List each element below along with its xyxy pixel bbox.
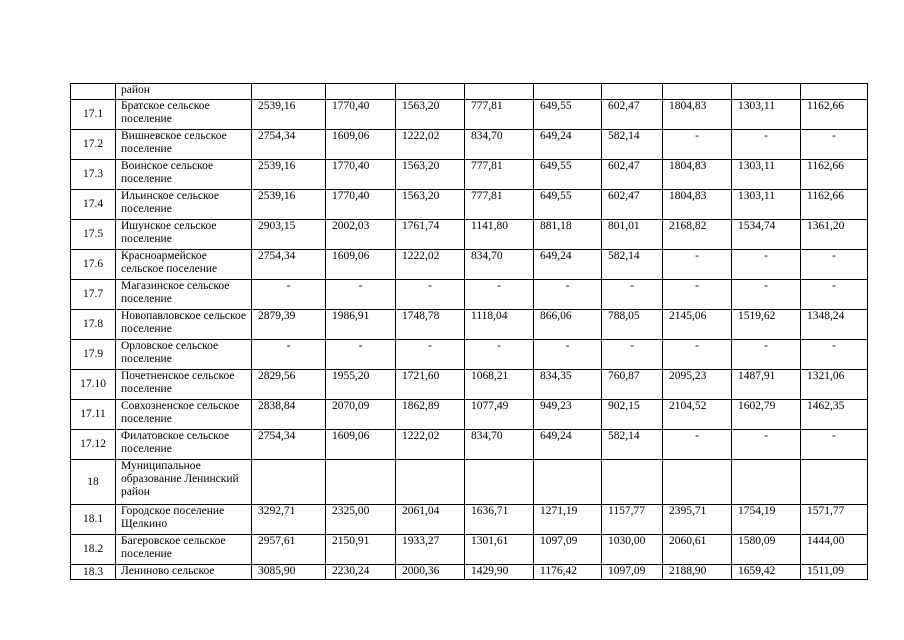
value-cell: - (732, 430, 801, 460)
value-cell: 1511,09 (801, 565, 868, 580)
value-cell: 1303,11 (732, 160, 801, 190)
value-cell: - (602, 280, 663, 310)
value-cell: 1462,35 (801, 400, 868, 430)
value-cell: 2061,04 (396, 505, 465, 535)
value-cell: 1933,27 (396, 535, 465, 565)
value-cell: 2230,24 (326, 565, 396, 580)
table-row (71, 130, 868, 160)
value-cell: 1721,60 (396, 370, 465, 400)
value-cell (801, 460, 868, 505)
value-cell (326, 460, 396, 505)
value-cell (534, 84, 602, 100)
value-cell: 649,55 (534, 190, 602, 220)
value-cell: 602,47 (602, 100, 663, 130)
row-number-cell: 18 (71, 460, 116, 505)
value-cell: 1444,00 (801, 535, 868, 565)
value-cell: 1222,02 (396, 430, 465, 460)
value-cell: 1602,79 (732, 400, 801, 430)
value-cell: 1804,83 (663, 100, 732, 130)
value-cell: 2829,56 (252, 370, 326, 400)
value-cell: 1222,02 (396, 130, 465, 160)
value-cell: 1609,06 (326, 250, 396, 280)
value-cell: 2150,91 (326, 535, 396, 565)
value-cell: 1348,24 (801, 310, 868, 340)
value-cell: 1162,66 (801, 100, 868, 130)
settlement-name-cell: Совхозненское сельское поселение (116, 400, 252, 430)
settlement-name-cell: Багеровское сельское поселение (116, 535, 252, 565)
row-number-cell: 17.7 (71, 280, 116, 310)
value-cell: - (252, 340, 326, 370)
value-cell: 1986,91 (326, 310, 396, 340)
value-cell: - (732, 250, 801, 280)
row-number-cell: 17.1 (71, 100, 116, 130)
value-cell (801, 84, 868, 100)
value-cell (326, 84, 396, 100)
row-number-cell: 17.6 (71, 250, 116, 280)
value-cell: 1176,42 (534, 565, 602, 580)
value-cell: 2539,16 (252, 100, 326, 130)
settlement-name-cell: Лениново сельское (116, 565, 252, 580)
value-cell: 1770,40 (326, 160, 396, 190)
value-cell: 2000,36 (396, 565, 465, 580)
value-cell: - (663, 430, 732, 460)
value-cell: 2145,06 (663, 310, 732, 340)
value-cell: 1534,74 (732, 220, 801, 250)
settlement-name-cell: район (116, 84, 252, 100)
value-cell: - (396, 340, 465, 370)
value-cell: 1303,11 (732, 190, 801, 220)
row-number-cell: 17.8 (71, 310, 116, 340)
value-cell: 1609,06 (326, 130, 396, 160)
row-number-cell: 17.9 (71, 340, 116, 370)
value-cell: 834,35 (534, 370, 602, 400)
value-cell: 1097,09 (602, 565, 663, 580)
settlement-name-cell: Ишунское сельское поселение (116, 220, 252, 250)
value-cell: 881,18 (534, 220, 602, 250)
settlement-name-cell: Красноармейское сельское поселение (116, 250, 252, 280)
settlement-name-cell: Новопавловское сельское поселение (116, 310, 252, 340)
value-cell: 649,24 (534, 250, 602, 280)
value-cell (602, 460, 663, 505)
value-cell: 2104,52 (663, 400, 732, 430)
value-cell: - (396, 280, 465, 310)
value-cell: 602,47 (602, 190, 663, 220)
value-cell: 1361,20 (801, 220, 868, 250)
value-cell: 949,23 (534, 400, 602, 430)
value-cell: - (801, 340, 868, 370)
table-row (71, 505, 868, 535)
settlement-name-cell: Орловское сельское поселение (116, 340, 252, 370)
value-cell: 2838,84 (252, 400, 326, 430)
value-cell: 1222,02 (396, 250, 465, 280)
value-cell: 801,01 (602, 220, 663, 250)
table-row (71, 84, 868, 100)
row-number-cell: 17.2 (71, 130, 116, 160)
value-cell (465, 460, 534, 505)
value-cell: 649,24 (534, 130, 602, 160)
settlement-name-cell: Почетненское сельское поселение (116, 370, 252, 400)
value-cell: - (801, 430, 868, 460)
value-cell (396, 460, 465, 505)
value-cell (396, 84, 465, 100)
value-cell (732, 460, 801, 505)
value-cell: - (801, 130, 868, 160)
value-cell: 2754,34 (252, 430, 326, 460)
value-cell: 2060,61 (663, 535, 732, 565)
table-row (71, 160, 868, 190)
value-cell (732, 84, 801, 100)
table-row (71, 220, 868, 250)
value-cell: - (663, 250, 732, 280)
value-cell: 1563,20 (396, 160, 465, 190)
value-cell (465, 84, 534, 100)
value-cell: - (801, 250, 868, 280)
value-cell: 1118,04 (465, 310, 534, 340)
value-cell: - (732, 340, 801, 370)
value-cell: 3292,71 (252, 505, 326, 535)
value-cell: - (252, 280, 326, 310)
table-row (71, 460, 868, 505)
row-number-cell: 18.3 (71, 565, 116, 580)
value-cell: - (663, 280, 732, 310)
value-cell: 1609,06 (326, 430, 396, 460)
value-cell: 1761,74 (396, 220, 465, 250)
row-number-cell: 17.12 (71, 430, 116, 460)
value-cell (252, 460, 326, 505)
value-cell: 1157,77 (602, 505, 663, 535)
value-cell: 1162,66 (801, 190, 868, 220)
settlement-name-cell: Вишневское сельское поселение (116, 130, 252, 160)
value-cell: 2539,16 (252, 190, 326, 220)
value-cell (602, 84, 663, 100)
table-row (71, 535, 868, 565)
rates-table (70, 83, 868, 580)
value-cell: 1659,42 (732, 565, 801, 580)
value-cell: 834,70 (465, 430, 534, 460)
table-row (71, 370, 868, 400)
row-number-cell: 17.10 (71, 370, 116, 400)
settlement-name-cell: Муниципальное образование Ленинский район (116, 460, 252, 505)
value-cell: 2395,71 (663, 505, 732, 535)
value-cell: 1563,20 (396, 100, 465, 130)
value-cell: 1862,89 (396, 400, 465, 430)
value-cell: 649,55 (534, 160, 602, 190)
value-cell: 1770,40 (326, 100, 396, 130)
value-cell: 2325,00 (326, 505, 396, 535)
settlement-name-cell: Городское поселение Щелкино (116, 505, 252, 535)
value-cell: 834,70 (465, 130, 534, 160)
value-cell: 1563,20 (396, 190, 465, 220)
value-cell: 582,14 (602, 130, 663, 160)
value-cell: 2539,16 (252, 160, 326, 190)
table-row (71, 340, 868, 370)
value-cell: 3085,90 (252, 565, 326, 580)
value-cell: 788,05 (602, 310, 663, 340)
value-cell: 602,47 (602, 160, 663, 190)
value-cell: - (663, 130, 732, 160)
value-cell: 834,70 (465, 250, 534, 280)
table-row (71, 100, 868, 130)
row-number-cell: 17.4 (71, 190, 116, 220)
row-number-cell: 17.11 (71, 400, 116, 430)
value-cell: 1636,71 (465, 505, 534, 535)
value-cell: 1748,78 (396, 310, 465, 340)
value-cell: 582,14 (602, 250, 663, 280)
value-cell: - (326, 340, 396, 370)
value-cell: 1030,00 (602, 535, 663, 565)
value-cell: - (534, 280, 602, 310)
value-cell: - (465, 340, 534, 370)
value-cell: - (663, 340, 732, 370)
value-cell: 2903,15 (252, 220, 326, 250)
row-number-cell: 17.5 (71, 220, 116, 250)
value-cell: 2002,03 (326, 220, 396, 250)
value-cell: 777,81 (465, 190, 534, 220)
value-cell: 649,24 (534, 430, 602, 460)
value-cell: 2754,34 (252, 130, 326, 160)
value-cell: 2168,82 (663, 220, 732, 250)
value-cell: 1077,49 (465, 400, 534, 430)
value-cell: 1804,83 (663, 190, 732, 220)
row-number-cell: 17.3 (71, 160, 116, 190)
settlement-name-cell: Ильинское сельское поселение (116, 190, 252, 220)
value-cell: 1321,06 (801, 370, 868, 400)
value-cell: 1487,91 (732, 370, 801, 400)
table-row (71, 430, 868, 460)
value-cell: 2188,90 (663, 565, 732, 580)
value-cell: 1580,09 (732, 535, 801, 565)
settlement-name-cell: Воинское сельское поселение (116, 160, 252, 190)
value-cell: 1162,66 (801, 160, 868, 190)
value-cell: 1303,11 (732, 100, 801, 130)
value-cell: 2070,09 (326, 400, 396, 430)
value-cell: - (465, 280, 534, 310)
value-cell: 2754,34 (252, 250, 326, 280)
value-cell: 1141,80 (465, 220, 534, 250)
value-cell (534, 460, 602, 505)
value-cell: 1068,21 (465, 370, 534, 400)
value-cell: 1955,20 (326, 370, 396, 400)
settlement-name-cell: Филатовское сельское поселение (116, 430, 252, 460)
value-cell: - (732, 130, 801, 160)
value-cell: 1301,61 (465, 535, 534, 565)
value-cell: - (732, 280, 801, 310)
value-cell: - (534, 340, 602, 370)
value-cell: - (801, 280, 868, 310)
value-cell: - (326, 280, 396, 310)
value-cell: 1770,40 (326, 190, 396, 220)
value-cell: 1754,19 (732, 505, 801, 535)
row-number-cell: 18.2 (71, 535, 116, 565)
value-cell (663, 460, 732, 505)
row-number-cell (71, 84, 116, 100)
table-body (71, 84, 868, 580)
value-cell: 777,81 (465, 100, 534, 130)
value-cell: 1519,62 (732, 310, 801, 340)
table-row (71, 310, 868, 340)
row-number-cell: 18.1 (71, 505, 116, 535)
value-cell: 2095,23 (663, 370, 732, 400)
value-cell: 649,55 (534, 100, 602, 130)
value-cell: 2879,39 (252, 310, 326, 340)
value-cell: 1571,77 (801, 505, 868, 535)
value-cell: 1804,83 (663, 160, 732, 190)
value-cell (252, 84, 326, 100)
value-cell: 866,06 (534, 310, 602, 340)
value-cell: 760,87 (602, 370, 663, 400)
table-row (71, 280, 868, 310)
settlement-name-cell: Магазинское сельское поселение (116, 280, 252, 310)
value-cell: 582,14 (602, 430, 663, 460)
table-row (71, 190, 868, 220)
value-cell: - (602, 340, 663, 370)
value-cell (663, 84, 732, 100)
value-cell: 1097,09 (534, 535, 602, 565)
value-cell: 902,15 (602, 400, 663, 430)
value-cell: 1271,19 (534, 505, 602, 535)
table-row (71, 400, 868, 430)
table-row (71, 565, 868, 580)
table-row (71, 250, 868, 280)
settlement-name-cell: Братское сельское поселение (116, 100, 252, 130)
value-cell: 777,81 (465, 160, 534, 190)
value-cell: 1429,90 (465, 565, 534, 580)
value-cell: 2957,61 (252, 535, 326, 565)
